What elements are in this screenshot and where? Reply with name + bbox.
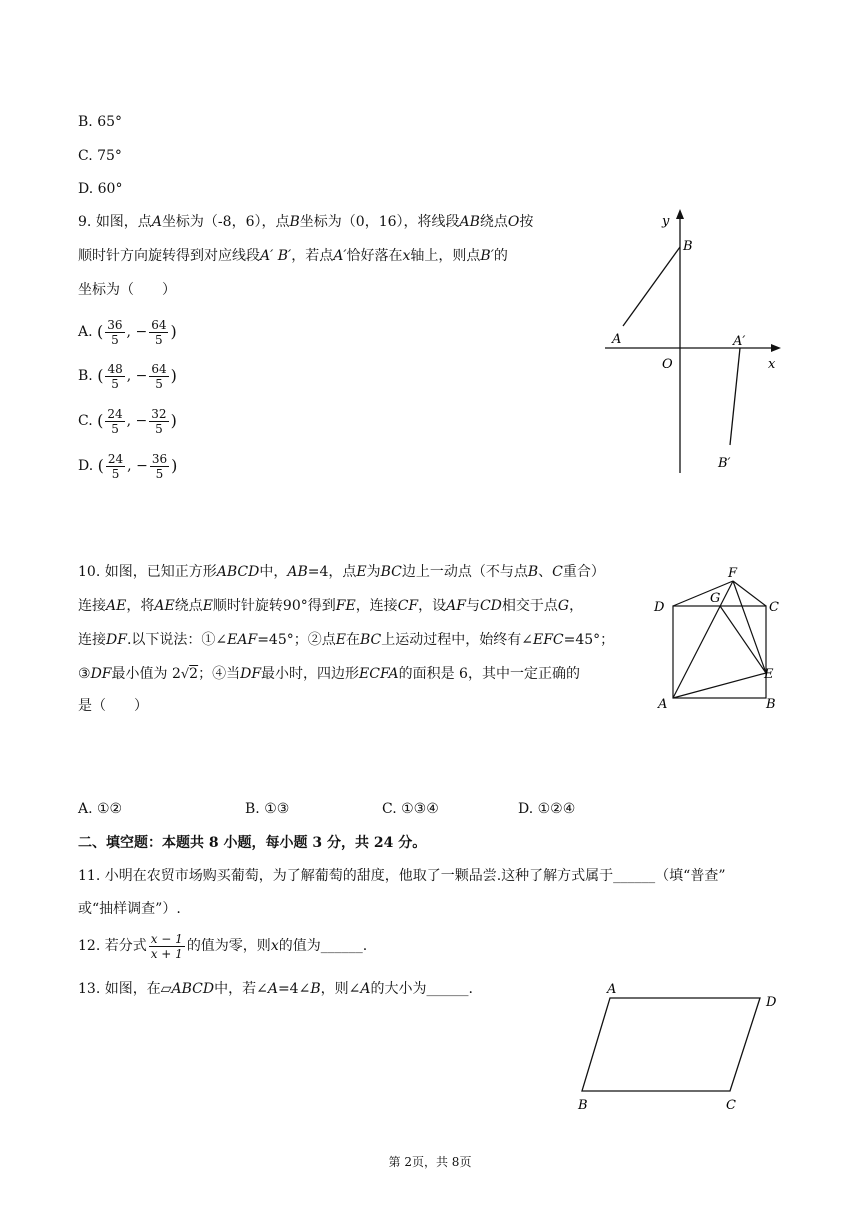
q9-option-c: C. ( $\frac{24}{5}$ , − $\frac{32}{5}$ ) <box>78 406 177 436</box>
q10-line-4: ③DF最小值为 2√2；④当DF最小时，四边形ECFA的面积是 6，其中一定正确的 <box>78 666 580 682</box>
q9-coordinate-figure <box>595 205 795 480</box>
label-a: A <box>612 332 622 347</box>
parallelogram-abcd <box>582 998 760 1091</box>
label-c: C <box>769 600 779 615</box>
label-b: B <box>683 239 693 254</box>
label-d: D <box>766 995 777 1010</box>
label-g: G <box>710 591 721 606</box>
x-axis-arrow <box>771 344 781 352</box>
q8-option-b: B. 65° <box>78 114 123 130</box>
y-axis-arrow <box>676 209 684 219</box>
segment-fe <box>733 581 766 673</box>
segment-af <box>673 581 733 698</box>
q11-line-2: 或“抽样调查”）. <box>78 901 181 917</box>
q10-line-1: 10. 如图，已知正方形ABCD中，AB=4，点E为BC边上一动点（不与点B、C重合） <box>78 564 605 580</box>
q10-option-b: B. ①③ <box>245 801 290 817</box>
label-x: x <box>768 357 776 372</box>
label-e: E <box>764 667 774 682</box>
q9-line-2: 顺时针方向旋转得到对应线段A′ B′，若点A′恰好落在x轴上，则点B′的 <box>78 248 508 264</box>
page-footer: 第 2页，共 8页 <box>388 1155 472 1169</box>
label-d: D <box>654 600 665 615</box>
q9-option-d: D. ( $\frac{24}{5}$ , − $\frac{36}{5}$ ) <box>78 451 178 481</box>
label-o: O <box>662 357 673 372</box>
q10-option-d: D. ①②④ <box>518 801 576 817</box>
label-y: y <box>662 214 670 229</box>
section-2-heading: 二、填空题：本题共 8 小题，每小题 3 分，共 24 分。 <box>78 835 427 851</box>
label-b-prime: B′ <box>718 456 731 471</box>
q8-option-c: C. 75° <box>78 148 122 164</box>
q10-line-3: 连接DF.以下说法：①∠EAF=45°；②点E在BC上运动过程中，始终有∠EFC=45°； <box>78 632 615 648</box>
q9-option-b: B. ( $\frac{48}{5}$ , − $\frac{64}{5}$ ) <box>78 361 177 391</box>
label-a-prime: A′ <box>733 334 746 349</box>
q13: 13. 如图，在▱ABCD中，若∠A=4∠B，则∠A的大小为______. <box>78 981 473 997</box>
q9-line-1: 9. 如图，点A坐标为（-8，6），点B坐标为（0，16），将线段AB绕点O按 <box>78 214 534 230</box>
label-f: F <box>728 566 738 581</box>
q12: 12. 若分式 $\frac{x - 1}{x + 1}$ 的值为零，则x的值为______. <box>78 931 368 961</box>
segment-ae <box>673 673 766 698</box>
q10-option-c: C. ①③④ <box>382 801 439 817</box>
segment-df <box>673 581 733 606</box>
label-c: C <box>726 1098 736 1113</box>
q13-parallelogram-figure <box>570 978 790 1118</box>
label-a: A <box>607 982 617 997</box>
label-b: B <box>578 1098 588 1113</box>
label-b: B <box>766 697 776 712</box>
q11-line-1: 11. 小明在农贸市场购买葡萄，为了解葡萄的甜度，他取了一颗品尝.这种了解方式属于______（填“普查” <box>78 868 726 884</box>
q9-option-a: A. ( $\frac{36}{5}$ , − $\frac{64}{5}$ ) <box>78 317 177 347</box>
q10-line-5: 是（ ） <box>78 698 148 714</box>
q10-option-a: A. ①② <box>78 801 123 817</box>
q9-line-3: 坐标为（ ） <box>78 282 176 298</box>
q10-line-2: 连接AE，将AE绕点E顺时针旋转90°得到FE，连接CF，设AF与CD相交于点G， <box>78 598 584 614</box>
q8-option-d: D. 60° <box>78 181 123 197</box>
label-a: A <box>658 697 668 712</box>
segment-ab <box>623 247 680 326</box>
segment-ge <box>720 606 766 673</box>
segment-a-prime-b-prime <box>730 348 740 445</box>
q10-square-figure <box>650 565 790 715</box>
